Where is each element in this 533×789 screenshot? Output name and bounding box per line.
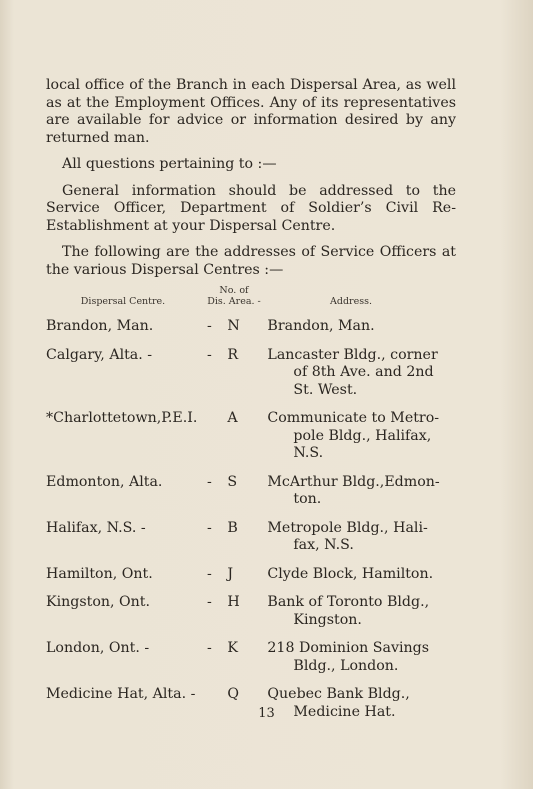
address-line: Communicate to Metro- — [267, 410, 440, 426]
table-row — [46, 520, 465, 566]
dash-cell: - — [207, 318, 212, 334]
address-cell — [267, 474, 465, 520]
header-dis-area — [200, 285, 268, 307]
address-cell — [267, 318, 465, 347]
header-dash: - — [257, 296, 261, 307]
page-number: 13 — [258, 706, 275, 721]
address-cell — [267, 410, 465, 474]
dash-cell — [197, 410, 221, 474]
address-line: Kingston. — [293, 611, 362, 628]
address-cell — [267, 566, 465, 595]
area-code-cell: N — [227, 318, 240, 334]
table-row — [46, 594, 465, 640]
area-code-cell: H — [227, 594, 240, 610]
address-line: Bank of Toronto Bldg., — [267, 594, 430, 610]
header-dis-area-bottom: Dis. Area. - — [207, 296, 261, 307]
address-cell — [267, 640, 465, 686]
address-line: Brandon, Man. — [267, 318, 375, 334]
address-line: N.S. — [293, 445, 324, 461]
paragraph-4: The following are the addresses of Service Officers at the various Dispersal Centres :— — [46, 244, 456, 278]
dash-cell: - — [207, 565, 212, 582]
dispersal-centre-cell: Calgary, Alta. - — [46, 346, 153, 363]
area-code-cell: Q — [227, 686, 240, 702]
table-row — [46, 410, 465, 474]
paragraph-1: local office of the Branch in each Dispersal Area, as well as at the Employment Offices. Any of its representatives are available for advice or information desired by any returned man. — [46, 77, 456, 146]
header-address: Address. — [330, 296, 372, 307]
area-code-cell: K — [227, 640, 239, 656]
dispersal-centre-cell: Medicine Hat, Alta. - — [46, 686, 196, 702]
address-cell — [267, 347, 465, 411]
address-line: ton. — [293, 491, 322, 507]
table-row — [46, 474, 465, 520]
dash-cell: - — [207, 346, 212, 363]
address-line: pole Bldg., Halifax, — [293, 427, 432, 444]
table-row — [46, 347, 465, 411]
address-line: Clyde Block, Hamilton. — [267, 565, 434, 582]
area-code-cell: B — [227, 519, 238, 536]
body-text — [46, 77, 456, 288]
table-row — [46, 640, 465, 686]
dispersal-centre-cell: Halifax, N.S. - — [46, 519, 146, 536]
address-line: 218 Dominion Savings — [267, 640, 429, 656]
address-line: Metropole Bldg., Hali- — [267, 519, 428, 536]
table-row — [46, 318, 465, 347]
table-row — [46, 566, 465, 595]
dispersal-centre-cell: London, Ont. - — [46, 640, 150, 656]
address-line: Medicine Hat. — [293, 703, 396, 720]
header-dispersal-centre: Dispersal Centre. — [80, 296, 166, 307]
address-line: St. West. — [293, 381, 358, 398]
dispersal-centre-cell: Brandon, Man. — [46, 318, 154, 334]
dispersal-centre-cell: *Charlottetown,P.E.I. — [46, 410, 198, 426]
dash-cell: - — [207, 594, 212, 610]
dash-cell: - — [207, 640, 212, 656]
address-line: Lancaster Bldg., corner — [267, 346, 438, 363]
address-line: McArthur Bldg.,Edmon- — [267, 473, 440, 490]
address-line: of 8th Ave. and 2nd — [293, 364, 434, 380]
dash-cell: - — [207, 473, 212, 490]
address-cell — [267, 520, 465, 566]
header-dis-area-top: No. of — [219, 285, 249, 296]
dispersal-centres-table — [46, 318, 465, 732]
area-code-cell: S — [227, 473, 238, 490]
dispersal-centre-cell: Kingston, Ont. — [46, 594, 151, 610]
dispersal-centre-cell: Edmonton, Alta. — [46, 473, 163, 490]
address-cell — [267, 594, 465, 640]
area-code-cell: J — [227, 565, 234, 582]
dash-cell: - — [207, 519, 212, 536]
area-code-cell: A — [227, 410, 238, 426]
address-line: Quebec Bank Bldg., — [267, 686, 410, 702]
address-line: Bldg., London. — [293, 657, 399, 674]
paragraph-3: General information should be addressed to the Service Officer, Department of Soldier’s Civil Re-Establishment at your Dispersal Centre. — [46, 182, 456, 234]
dispersal-centre-cell: Hamilton, Ont. — [46, 565, 153, 582]
paragraph-2: All questions pertaining to :— — [62, 156, 277, 172]
area-code-cell: R — [227, 346, 239, 363]
address-line: fax, N.S. — [293, 537, 354, 553]
